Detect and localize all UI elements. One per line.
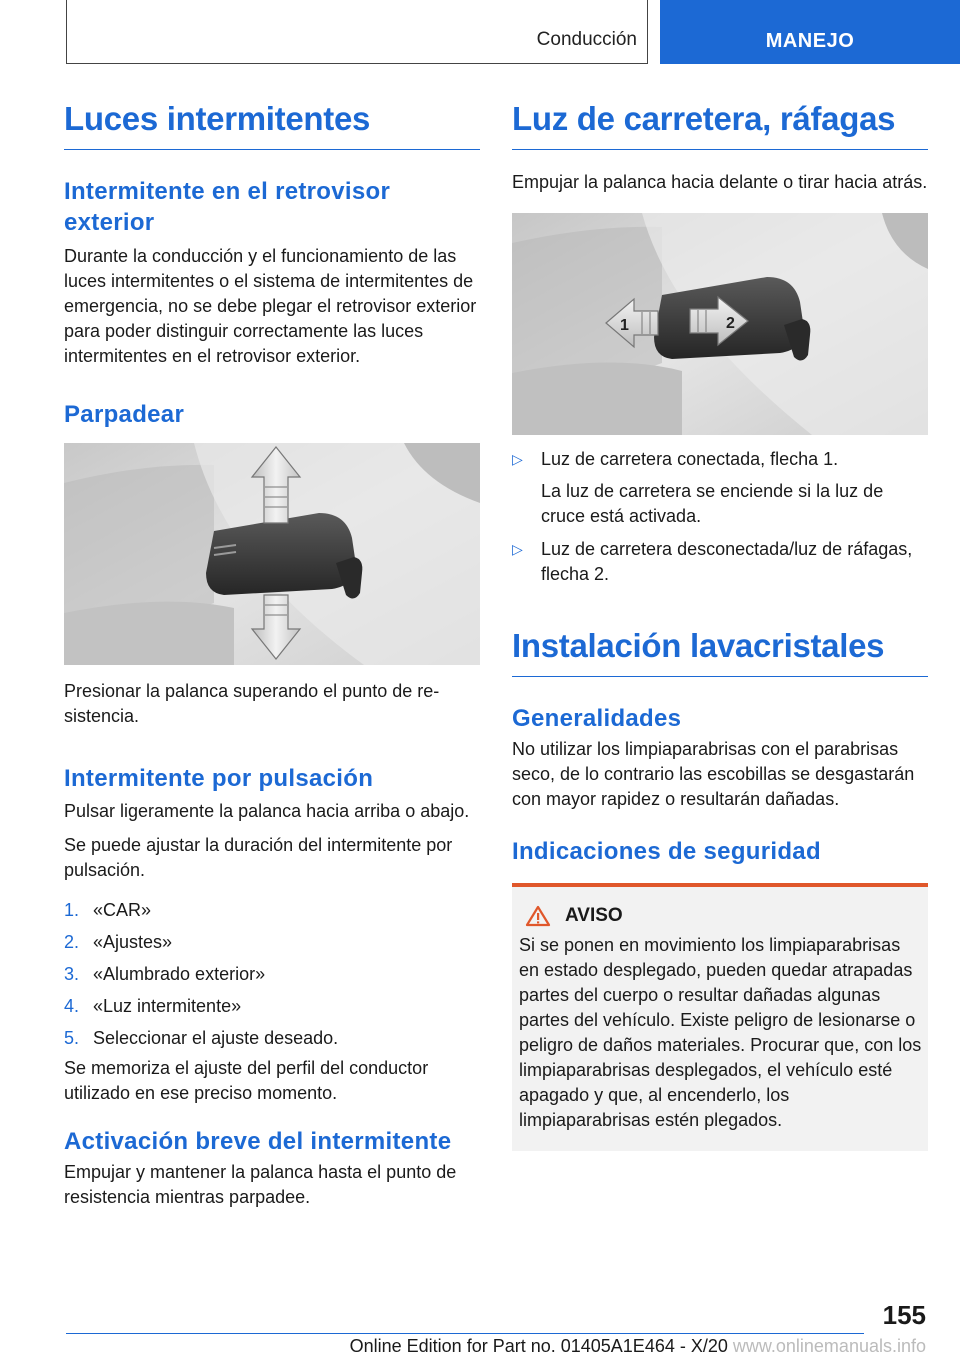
paragraph-pulsar: Pulsar ligeramente la palanca hacia arriba o abajo. [64, 801, 470, 821]
header-chapter-label: MANEJO [765, 30, 855, 52]
triangle-bullet-icon: ▷ [512, 541, 523, 557]
step-number: 5. [64, 1028, 80, 1048]
paragraph-activacion: Empujar y mantener la palanca hasta el punto de resistencia mientras parpadee. [64, 1162, 457, 1207]
step-number: 3. [64, 964, 80, 984]
warning-text: Si se ponen en movimiento los limpiaparabrisas en estado desplegado, pueden quedar atrapadas partes del cuerpo o resultar dañadas algunas partes del vehículo. Existe peligro de lesionarse o peligro de daños materiales. Procurar que, con los limpiaparabrisas desplegados, el vehículo esté apagado y que, al encenderlo, los limpiaparabrisas estén plegados. [519, 935, 922, 1130]
left-column [64, 100, 480, 1210]
arrow-1-label: 1 [620, 317, 629, 334]
bullet-text: Luz de carretera desconectada/luz de ráfagas, flecha 2. [541, 539, 913, 584]
caption-parpadear: Presionar la palanca superando el punto de resistencia. [64, 681, 440, 726]
list-item [64, 898, 480, 923]
settings-steps-list [64, 898, 480, 1051]
heading-parpadear: Parpadear [64, 401, 185, 428]
step-text: «CAR» [93, 900, 152, 920]
list-item [64, 962, 480, 987]
page-footer [0, 1300, 960, 1362]
bullet-subtext: La luz de carretera se enciende si la luz de cruce está activada. [541, 481, 884, 526]
heading-instalacion-lavacristales: Instalación lavacristales [512, 627, 928, 677]
warning-header [519, 905, 922, 927]
paragraph-retrovisor: Durante la conducción y el funcionamiento de las luces intermitentes o el sistema de intermitentes de emergencia, no se debe plegar el retrovisor exterior para poder distinguir correctamente las luces intermitentes en el retrovisor exterior. [64, 246, 477, 366]
step-number: 4. [64, 996, 80, 1016]
warning-box [512, 883, 928, 1151]
step-text: «Ajustes» [93, 932, 173, 952]
heading-luces-intermitentes: Luces intermitentes [64, 100, 480, 150]
triangle-bullet-icon: ▷ [512, 451, 523, 467]
right-column [512, 100, 928, 1151]
page-header [0, 0, 960, 66]
heading-generalidades: Generalidades [512, 705, 682, 732]
step-text: «Alumbrado exterior» [93, 964, 266, 984]
warning-triangle-icon [525, 905, 551, 927]
list-item [512, 537, 928, 587]
header-chapter-tab [660, 0, 960, 64]
paragraph-memoriza: Se memoriza el ajuste del perfil del conductor utilizado en ese preciso momento. [64, 1058, 429, 1103]
footer-edition [350, 1336, 926, 1357]
header-section-title: Conducción [536, 29, 637, 50]
heading-intermitente-retrovisor: Intermitente en el retrovisor exterior [64, 178, 391, 236]
edition-text: Online Edition for Part no. 01405A1E464 - X/20 [349, 1336, 728, 1356]
high-beam-list [512, 447, 928, 587]
paragraph-generalidades: No utilizar los limpiaparabrisas con el parabrisas seco, de lo contrario las escobillas se desgastarán con mayor rapidez o resultarán dañadas. [512, 739, 915, 809]
header-section-box [66, 0, 648, 64]
step-text: «Luz intermitente» [93, 996, 242, 1016]
figure-high-beam-lever [512, 213, 928, 435]
figure-turn-signal-lever [64, 443, 480, 665]
turn-signal-lever-illustration [64, 443, 480, 665]
heading-intermitente-pulsacion: Intermitente por pulsación [64, 765, 374, 792]
footer-rule [66, 1333, 864, 1334]
paragraph-empujar: Empujar la palanca hacia delante o tirar hacia atrás. [512, 172, 928, 192]
high-beam-lever-illustration [512, 213, 928, 435]
list-item [64, 994, 480, 1019]
watermark-text: www.onlinemanuals.info [732, 1336, 926, 1356]
heading-luz-carretera: Luz de carretera, ráfagas [512, 100, 928, 150]
list-item [64, 930, 480, 955]
heading-indicaciones-seguridad: Indicaciones de seguridad [512, 838, 821, 865]
heading-activacion-breve: Activación breve del intermitente [64, 1128, 452, 1155]
list-item [64, 1026, 480, 1051]
page-number: 155 [882, 1300, 926, 1330]
bullet-text: Luz de carretera conectada, flecha 1. [541, 449, 839, 469]
list-item [512, 447, 928, 529]
step-number: 1. [64, 900, 80, 920]
warning-label: AVISO [565, 905, 623, 926]
arrow-2-label: 2 [726, 315, 735, 332]
paragraph-ajustar: Se puede ajustar la duración del intermitente por pulsación. [64, 835, 453, 880]
step-number: 2. [64, 932, 80, 952]
step-text: Seleccionar el ajuste deseado. [93, 1028, 339, 1048]
